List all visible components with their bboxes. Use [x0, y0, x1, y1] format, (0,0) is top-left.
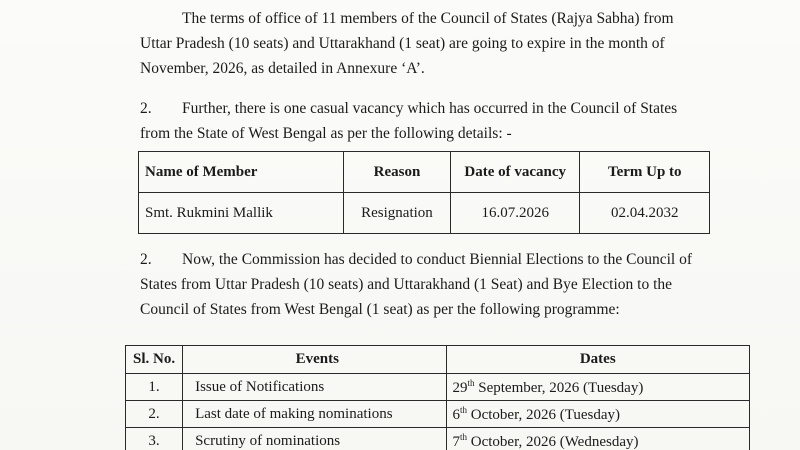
- table-header-row: [126, 346, 750, 374]
- term-up-to-cell: 02.04.2032: [580, 193, 710, 234]
- member-name-cell: Smt. Rukmini Mallik: [139, 193, 344, 234]
- paragraph-line: States from Uttar Pradesh (10 seats) and Uttarakhand (1 Seat) and Bye Election to the: [140, 276, 673, 293]
- date-suffix: th: [467, 377, 475, 388]
- table-row: [126, 374, 750, 401]
- date-rest: October, 2026 (Wednesday): [467, 433, 639, 450]
- date-cell: [446, 428, 750, 450]
- date-rest: October, 2026 (Tuesday): [467, 406, 621, 423]
- column-header: Reason: [343, 152, 450, 193]
- paragraph-text: The terms of office of 11 members of the Council of States (Rajya Sabha) from: [182, 10, 674, 27]
- serial-number-cell: 1.: [126, 374, 183, 401]
- programme-table: [125, 345, 750, 450]
- column-header: Date of vacancy: [451, 152, 580, 193]
- table-row: [126, 428, 750, 450]
- column-header: Events: [183, 346, 446, 374]
- paragraph-number: 2.: [140, 251, 152, 268]
- column-header: Name of Member: [139, 152, 344, 193]
- paragraph-election-programme: [140, 247, 740, 322]
- date-suffix: th: [460, 431, 468, 442]
- column-header: Dates: [446, 346, 750, 374]
- date-cell: [446, 374, 750, 401]
- paragraph-number: 2.: [140, 100, 152, 117]
- date-day: 7: [452, 433, 460, 450]
- paragraph-text: Now, the Commission has decided to conduct Biennial Elections to the Council of: [182, 251, 692, 268]
- paragraph-line: [140, 6, 740, 31]
- date-day: 29: [452, 379, 468, 396]
- table-row: [139, 193, 710, 234]
- date-day: 6: [452, 406, 460, 423]
- event-cell: Last date of making nominations: [183, 401, 446, 428]
- event-cell: Scrutiny of nominations: [183, 428, 446, 450]
- table-header-row: [139, 152, 710, 193]
- event-cell: Issue of Notifications: [183, 374, 446, 401]
- vacancy-table: [138, 151, 710, 234]
- paragraph-line: [140, 247, 740, 272]
- paragraph-casual-vacancy: [140, 96, 740, 146]
- table-row: [126, 401, 750, 428]
- paragraph-text: Further, there is one casual vacancy which has occurred in the Council of States: [182, 100, 678, 117]
- paragraph-line: from the State of West Bengal as per the following details: -: [140, 125, 512, 142]
- date-suffix: th: [460, 404, 468, 415]
- paragraph-terms-of-office: [140, 6, 740, 81]
- serial-number-cell: 3.: [126, 428, 183, 450]
- serial-number-cell: 2.: [126, 401, 183, 428]
- paragraph-line: [140, 96, 740, 121]
- column-header: Term Up to: [580, 152, 710, 193]
- date-cell: [446, 401, 750, 428]
- paragraph-line: November, 2026, as detailed in Annexure ‘A’.: [140, 60, 425, 77]
- date-of-vacancy-cell: 16.07.2026: [451, 193, 580, 234]
- reason-cell: Resignation: [343, 193, 450, 234]
- paragraph-line: Council of States from West Bengal (1 seat) as per the following programme:: [140, 301, 620, 318]
- paragraph-line: Uttar Pradesh (10 seats) and Uttarakhand (1 seat) are going to expire in the month of: [140, 35, 665, 52]
- column-header: Sl. No.: [126, 346, 183, 374]
- date-rest: September, 2026 (Tuesday): [474, 379, 644, 396]
